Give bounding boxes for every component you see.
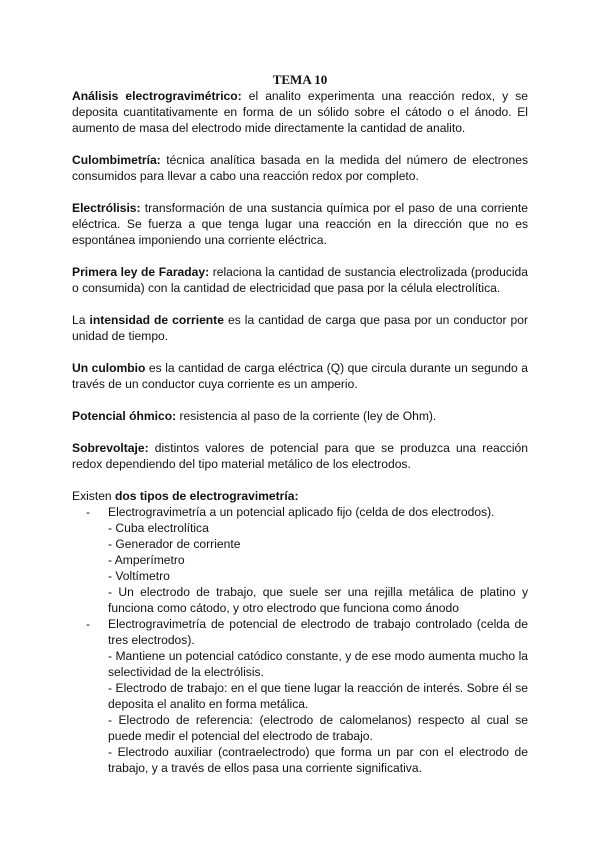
term: Primera ley de Faraday:: [72, 265, 210, 279]
document-page: [72, 72, 528, 776]
page-title: TEMA 10: [272, 72, 328, 87]
definition-culombio: [72, 360, 528, 392]
definition-electrolisis: [72, 200, 528, 248]
list-dash: -: [86, 617, 91, 631]
list-item-text: Electrogravimetría de potencial de electrodo de trabajo controlado (celda de tres electrodos).: [108, 617, 528, 647]
sublist: [108, 520, 528, 616]
definition-text: relaciona la cantidad de sustancia electrolizada (producida o consumida) con la cantidad de electricidad que pasa por la célula electrolítica.: [72, 265, 528, 295]
sublist: [108, 648, 528, 776]
sublist-item: - Generador de corriente: [108, 537, 241, 551]
term: dos tipos de electrogravimetría:: [115, 489, 299, 503]
list-item: [72, 616, 528, 776]
definition-potencial: [72, 408, 528, 424]
definition-intensidad: [72, 312, 528, 344]
term: Electrólisis:: [72, 201, 141, 215]
definition-analisis: [72, 88, 528, 136]
term: Potencial óhmico:: [72, 409, 177, 423]
definition-text: técnica analítica basada en la medida del número de electrones consumidos para llevar a cabo una reacción redox por completo.: [72, 153, 528, 183]
definition-text: el analito experimenta una reacción redox, y se deposita cuantitativamente en forma de un sólido sobre el cátodo o el ánodo. El aumento de masa del electrodo mide directamente la cantidad de analito.: [72, 89, 528, 135]
term: Sobrevoltaje:: [72, 441, 149, 455]
list-dash: -: [86, 505, 91, 519]
term: Culombimetría:: [72, 153, 161, 167]
definition-text: es la cantidad de carga eléctrica (Q) que circula durante un segundo a través de un conductor cuya corriente es un amperio.: [72, 361, 528, 391]
list-item: [72, 504, 528, 616]
term: Análisis electrogravimétrico:: [72, 89, 242, 103]
sublist-item: - Electrodo de trabajo: en el que tiene lugar la reacción de interés. Sobre él se deposita el analito en forma metálica.: [108, 681, 528, 711]
term: intensidad de corriente: [89, 313, 224, 327]
list-item-text: Electrogravimetría a un potencial aplicado fijo (celda de dos electrodos).: [108, 505, 495, 519]
sublist-item: - Voltímetro: [108, 569, 170, 583]
definition-text: resistencia al paso de la corriente (ley de Ohm).: [176, 409, 437, 423]
electrogravimetry-types-list: [72, 504, 528, 776]
definition-text: es la cantidad de carga que pasa por un conductor por unidad de tiempo.: [72, 313, 528, 343]
sublist-item: - Cuba electrolítica: [108, 521, 209, 535]
intro-text: Existen: [72, 489, 116, 503]
sublist-item: - Electrodo de referencia: (electrodo de calomelanos) respecto al cual se puede medir el potencial del electrodo de trabajo.: [108, 713, 528, 743]
intro-text: La: [72, 313, 90, 327]
definition-culombimetria: [72, 152, 528, 184]
definition-faraday: [72, 264, 528, 296]
sublist-item: - Un electrodo de trabajo, que suele ser una rejilla metálica de platino y funciona como cátodo, y otro electrodo que funciona como ánodo: [108, 585, 528, 615]
term: Un culombio: [72, 361, 146, 375]
sublist-item: - Amperímetro: [108, 553, 185, 567]
tipos-intro: [72, 488, 528, 504]
definition-text: transformación de una sustancia química por el paso de una corriente eléctrica. Se fuerza a que tenga lugar una reacción en la dirección que no es espontánea imponiendo una corriente eléctrica.: [72, 201, 528, 247]
definition-sobrevoltaje: [72, 440, 528, 472]
sublist-item: - Electrodo auxiliar (contraelectrodo) que forma un par con el electrodo de trabajo, y a través de ellos pasa una corriente significativa.: [108, 745, 528, 775]
definition-text: distintos valores de potencial para que se produzca una reacción redox dependiendo del tipo material metálico de los electrodos.: [72, 441, 528, 471]
sublist-item: - Mantiene un potencial catódico constante, y de ese modo aumenta mucho la selectividad de la electrólisis.: [108, 649, 528, 679]
